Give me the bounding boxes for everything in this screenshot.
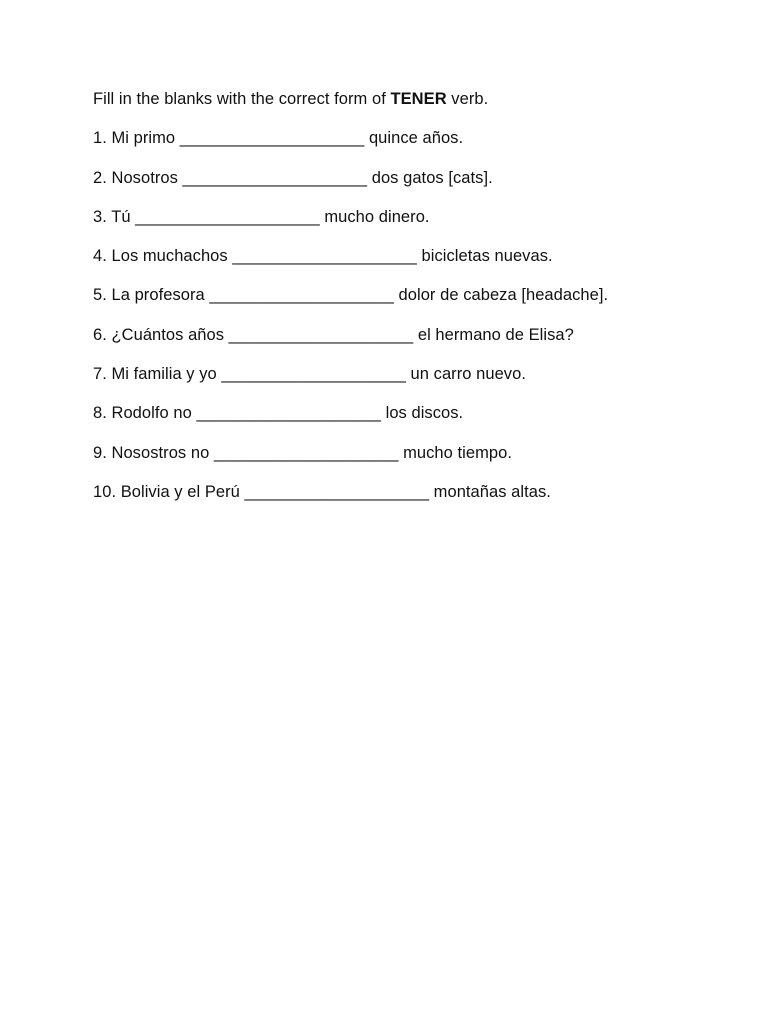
exercise-item-1: 1. Mi primo ____________________ quince años.: [93, 129, 464, 148]
instructions-text-before: Fill in the blanks with the correct form of: [93, 90, 391, 108]
exercise-item-7: 7. Mi familia y yo ____________________ un carro nuevo.: [93, 365, 526, 384]
exercise-item-8: 8. Rodolfo no ____________________ los discos.: [93, 404, 464, 423]
instructions: [93, 88, 733, 110]
instructions-verb: TENER: [390, 90, 447, 108]
exercise-item-9: 9. Nosostros no ____________________ mucho tiempo.: [93, 443, 512, 462]
exercise-item-5: 5. La profesora ____________________ dolor de cabeza [headache].: [93, 286, 609, 305]
exercise-item-6: 6. ¿Cuántos años ____________________ el hermano de Elisa?: [93, 325, 574, 344]
exercise-item-2: 2. Nosotros ____________________ dos gatos [cats].: [93, 168, 493, 187]
exercise-item-3: 3. Tú ____________________ mucho dinero.: [93, 207, 430, 226]
worksheet-content: [93, 88, 733, 520]
exercise-item-10: 10. Bolivia y el Perú ____________________ montañas altas.: [93, 482, 551, 501]
instructions-text-after: verb.: [446, 90, 489, 108]
exercise-item-4: 4. Los muchachos ____________________ bicicletas nuevas.: [93, 247, 553, 266]
